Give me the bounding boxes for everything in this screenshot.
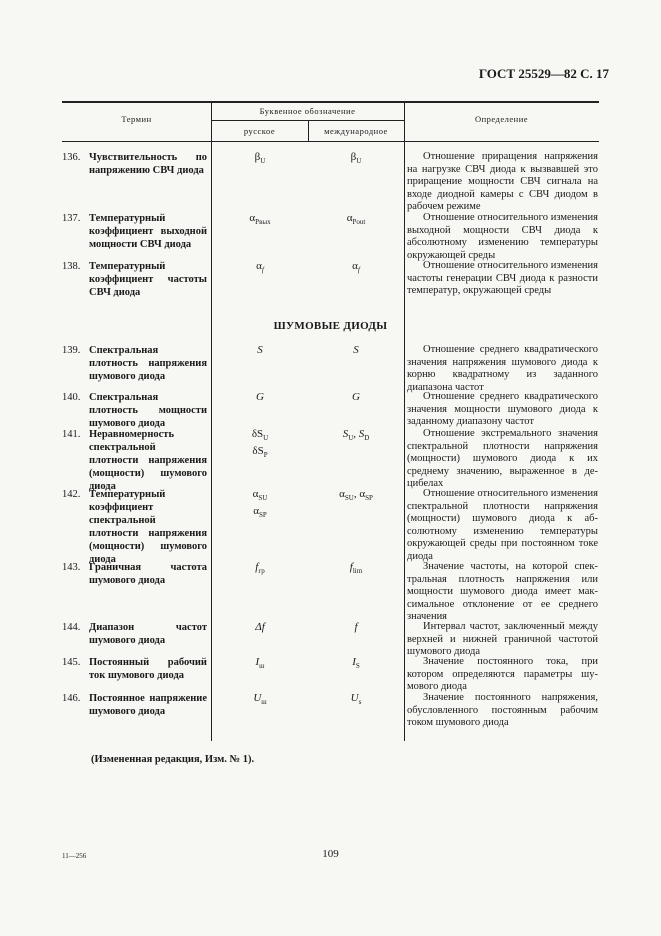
international-symbol: G — [352, 391, 360, 403]
definition-text: Значение частоты, на которой спектральная плотность напряжения или мощности шумового диода имеет максимальное отклонение от ее среднего значения — [407, 561, 598, 623]
definition-text: Отношение приращения напряжения на нагрузке СВЧ диода к вызвавшей это приращение мощности СВЧ сигнала на входе диодной камеры с СВЧ диодом в рабочем режиме — [407, 151, 598, 213]
section-title: ШУМОВЫЕ ДИОДЫ — [273, 320, 388, 332]
term-text: Неравномерность спектральной плотности напряжения (мощности) шумового диода — [89, 429, 207, 492]
russian-symbol: Δf — [255, 621, 265, 633]
russian-symbol: G — [256, 391, 264, 403]
page-header: ГОСТ 25529—82 С. 17 — [478, 66, 609, 81]
international-symbol: $\alpha_{Pout}$ — [346, 212, 366, 227]
row-number: 139. — [62, 345, 81, 356]
russian-symbol: $\alpha_{Pвых}$ — [249, 212, 271, 227]
term-text: Спектральная плотность напряжения шумового диода — [89, 345, 207, 382]
international-symbol: S — [353, 344, 359, 356]
row-number: 142. — [62, 489, 81, 500]
international-symbol: $S_U$, $S_D$ — [342, 428, 370, 443]
term-text: Спектральная плотность мощности шумового диода — [89, 392, 207, 429]
letter-column-header: Буквенное обозначение — [259, 106, 356, 116]
russian-symbol: $\delta S_U$ $\delta S_P$ — [251, 428, 269, 460]
definition-text: Отношение относительного изменения частоты генерации СВЧ диода к разности температур, окружающей среды — [407, 260, 598, 297]
definition-text: Значение постоянного тока, при котором определяются параметры шумового диода — [407, 656, 598, 693]
international-symbol: $\alpha_{SU}$, $\alpha_{SP}$ — [339, 488, 373, 503]
row-number: 143. — [62, 562, 81, 573]
definition-text: Отношение экстремального значения спектральной плотности напряжения (мощности) шумового диода к их среднему значению, выраженное в децибелах — [407, 428, 598, 490]
definition-text: Значение постоянного напряжения, обусловленного постоянным рабочим током шумового диода — [407, 692, 598, 729]
russian-symbol: $\alpha_f$ — [256, 260, 264, 275]
russian-symbol: $\alpha_{SU}$ $\alpha_{SP}$ — [252, 488, 268, 520]
russian-symbol: $\beta_U$ — [254, 151, 266, 166]
row-number: 136. — [62, 152, 81, 163]
international-symbol: $U_s$ — [350, 692, 362, 707]
row-number: 140. — [62, 392, 81, 403]
international-symbol: $\alpha_f$ — [352, 260, 360, 275]
international-symbol: $f_{lim}$ — [349, 561, 363, 576]
row-number: 137. — [62, 213, 81, 224]
term-column-header: Термин — [121, 114, 152, 124]
definition-text: Отношение относительного изменения спектральной плотности напряжения (мощности) шумового диода к абсолютному изменению температуры окружающей среды при постоянном токе диода — [407, 488, 598, 562]
international-symbol: $\beta_U$ — [350, 151, 362, 166]
definition-text: Отношение среднего квадратического значения мощности шумового диода к заданному диапазону частот — [407, 391, 598, 428]
header-bottom-rule — [62, 141, 599, 142]
print-code: 11—256 — [62, 852, 87, 860]
row-number: 141. — [62, 429, 81, 440]
table-top-rule — [62, 101, 599, 103]
row-number: 138. — [62, 261, 81, 272]
col-divider-1 — [211, 101, 212, 741]
international-symbol: f — [354, 621, 358, 633]
term-text: Температурный коэффициент выходной мощности СВЧ диода — [89, 213, 207, 250]
term-text: Граничная частота шумового диода — [89, 562, 207, 586]
russian-symbol: $f_{гр}$ — [255, 561, 265, 576]
term-text: Постоянное напряжение шумового диода — [89, 693, 207, 717]
russian-symbol: S — [257, 344, 263, 356]
definition-text: Отношение среднего квадратического значения напряжения шумового диода к корню квадратному из заданного диапазона частот — [407, 344, 598, 393]
row-number: 144. — [62, 622, 81, 633]
term-text: Диапазон частот шумового диода — [89, 622, 207, 646]
page-number: 109 — [322, 848, 339, 860]
row-number: 145. — [62, 657, 81, 668]
definition-column-header: Определение — [474, 114, 529, 124]
col-divider-3 — [404, 101, 405, 741]
definition-text: Интервал частот, заключенный между верхней и нижней граничной частотой шумового диода — [407, 621, 598, 658]
russian-column-header: русское — [243, 126, 276, 136]
term-text: Чувствительность по напряжению СВЧ диода — [89, 152, 207, 176]
amendment-note: (Измененная редакция, Изм. № 1). — [91, 754, 255, 765]
russian-symbol: $U_ш$ — [253, 692, 267, 707]
term-text: Температурный коэффициент спектральной плотности напряжения (мощности) шумового диода — [89, 489, 207, 565]
russian-symbol: $I_ш$ — [255, 656, 265, 671]
international-column-header: международное — [324, 126, 388, 136]
international-symbol: $I_S$ — [352, 656, 360, 671]
term-text: Температурный коэффициент частоты СВЧ диода — [89, 261, 207, 298]
definition-text: Отношение относительного изменения выходной мощности СВЧ диода к абсолютному изменению температуры окружающей среды — [407, 212, 598, 261]
term-text: Постоянный рабочий ток шумового диода — [89, 657, 207, 681]
row-number: 146. — [62, 693, 81, 704]
